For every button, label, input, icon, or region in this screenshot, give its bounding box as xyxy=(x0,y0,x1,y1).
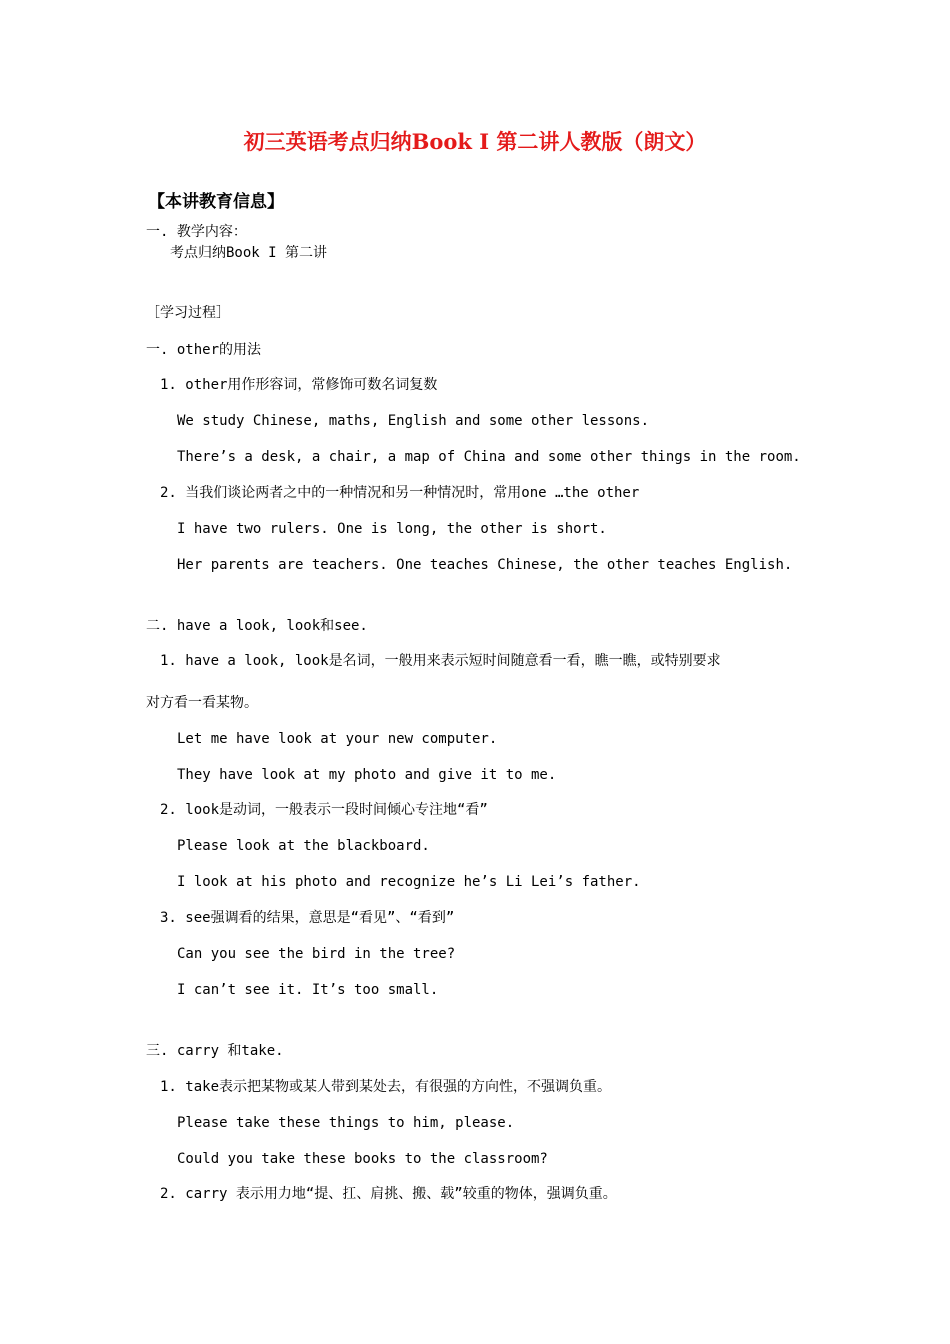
section3-point2: 2. carry 表示用力地“提、扛、肩挑、搬、载”较重的物体，强调负重。 xyxy=(160,1186,617,1202)
section2-example: I can’t see it. It’s too small. xyxy=(177,982,439,998)
section2-example: I look at his photo and recognize he’s Li Lei’s father. xyxy=(177,874,641,890)
section2-point1-continued: 对方看一看某物。 xyxy=(146,695,258,711)
section1-point2: 2. 当我们谈论两者之中的一种情况和另一种情况时，常用one …the other xyxy=(160,485,640,501)
section1-example: Her parents are teachers. One teaches Chinese, the other teaches English. xyxy=(177,557,793,573)
page-title: 初三英语考点归纳Book I 第二讲人教版（朗文） xyxy=(243,129,707,154)
section3-example: Please take these things to him, please. xyxy=(177,1115,515,1131)
teaching-content-label: 一. 教学内容： xyxy=(146,224,247,240)
section3-example: Could you take these books to the classroom? xyxy=(177,1151,548,1167)
section1-example: There’s a desk, a chair, a map of China and some other things in the room. xyxy=(177,449,801,465)
section2-example: Let me have look at your new computer. xyxy=(177,731,498,747)
section1-example: I have two rulers. One is long, the other is short. xyxy=(177,521,607,537)
section2-point1: 1. have a look, look是名词，一般用来表示短时间随意看一看，瞧一瞧，或特别要求 xyxy=(160,653,721,669)
section3-point1: 1. take表示把某物或某人带到某处去，有很强的方向性，不强调负重。 xyxy=(160,1079,611,1095)
section3-heading: 三. carry 和take. xyxy=(146,1043,284,1059)
section1-example: We study Chinese, maths, English and some other lessons. xyxy=(177,413,650,429)
section2-heading: 二. have a look, look和see. xyxy=(146,618,368,634)
teaching-content-text: 考点归纳Book I 第二讲 xyxy=(170,245,328,261)
section2-example: Please look at the blackboard. xyxy=(177,838,430,854)
section1-heading: 一. other的用法 xyxy=(146,342,262,358)
section2-point3: 3. see强调看的结果，意思是“看见”、“看到” xyxy=(160,910,455,926)
section2-example: They have look at my photo and give it to me. xyxy=(177,767,557,783)
process-label: ［学习过程］ xyxy=(146,305,230,321)
section2-example: Can you see the bird in the tree? xyxy=(177,946,456,962)
section-heading: 【本讲教育信息】 xyxy=(148,192,284,212)
section2-point2: 2. look是动词，一般表示一段时间倾心专注地“看” xyxy=(160,802,488,818)
section1-point1: 1. other用作形容词，常修饰可数名词复数 xyxy=(160,377,438,393)
